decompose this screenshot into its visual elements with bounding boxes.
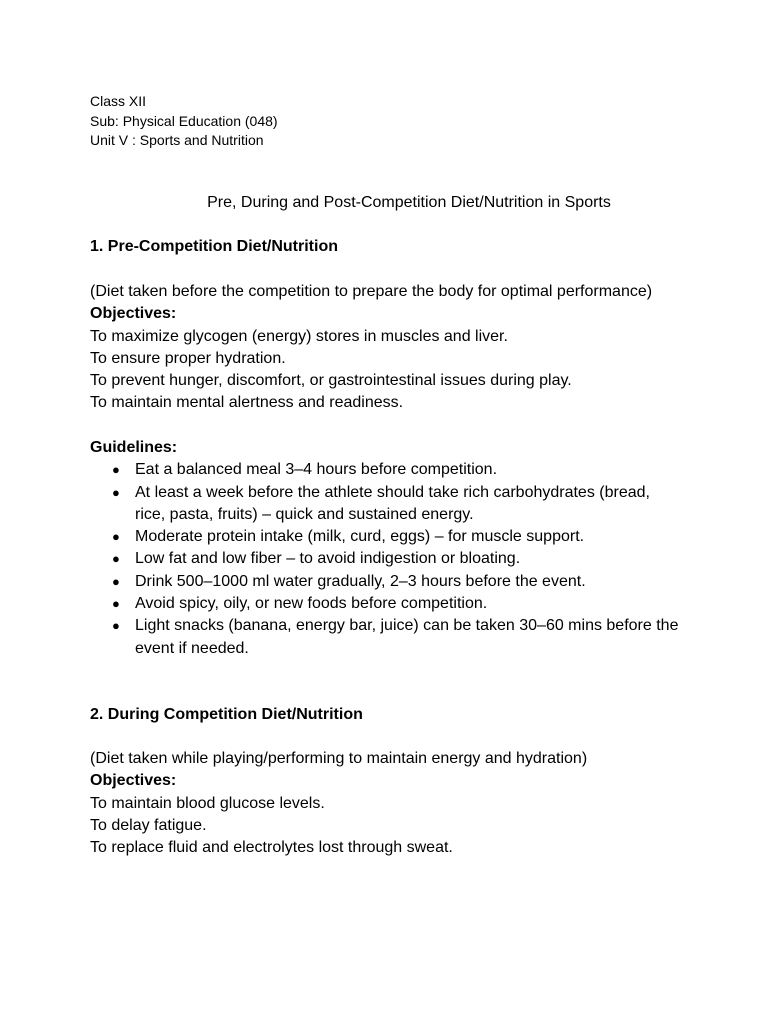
guideline-text: Avoid spicy, oily, or new foods before competition. [135, 595, 488, 613]
section-2-body [90, 748, 680, 859]
list-item [90, 593, 680, 615]
section-1-body [90, 281, 680, 415]
unit-line: Unit V : Sports and Nutrition [90, 132, 264, 148]
section-2-heading-block [90, 704, 680, 726]
list-item [90, 548, 680, 570]
section-1-guidelines-label: Guidelines: [90, 439, 178, 456]
section-2-heading: 2. During Competition Diet/Nutrition [90, 706, 363, 723]
document-title: Pre, During and Post-Competition Diet/Nutrition in Sports [207, 194, 611, 211]
section-1-guidelines [90, 437, 680, 660]
section-2-intro: (Diet taken while playing/performing to maintain energy and hydration) [90, 750, 588, 767]
section-2-objective: To maintain blood glucose levels. [90, 794, 325, 812]
section-2-objectives-label: Objectives: [90, 772, 177, 790]
list-item [90, 526, 680, 548]
section-1-objective: To maximize glycogen (energy) stores in muscles and liver. [90, 327, 508, 345]
section-1-heading: 1. Pre-Competition Diet/Nutrition [90, 238, 338, 255]
guideline-text: Drink 500–1000 ml water gradually, 2–3 hours before the event. [135, 572, 586, 590]
document-header [90, 92, 278, 151]
list-item [90, 615, 680, 660]
guideline-text: Moderate protein intake (milk, curd, eggs) – for muscle support. [135, 528, 585, 546]
class-line: Class XII [90, 93, 147, 109]
bullet-icon: ● [112, 462, 120, 478]
guideline-text: At least a week before the athlete should take rich carbohydrates (bread, rice, pasta, fruits) – quick and sustained energy. [135, 483, 650, 523]
bullet-icon: ● [112, 618, 120, 634]
section-1-heading-block [90, 236, 680, 258]
list-item [90, 459, 680, 481]
guideline-text: Low fat and low fiber – to avoid indigestion or bloating. [135, 550, 521, 568]
section-2-objective: To replace fluid and electrolytes lost through sweat. [90, 839, 453, 857]
section-1-objective: To prevent hunger, discomfort, or gastrointestinal issues during play. [90, 372, 572, 390]
guideline-text: Light snacks (banana, energy bar, juice) can be taken 30–60 mins before the event if needed. [135, 617, 679, 657]
section-1-objective: To maintain mental alertness and readiness. [90, 394, 404, 412]
section-2-objective: To delay fatigue. [90, 816, 207, 834]
subject-line: Sub: Physical Education (048) [90, 112, 278, 129]
bullet-icon: ● [112, 551, 120, 567]
bullet-icon: ● [112, 529, 120, 545]
bullet-icon: ● [112, 484, 120, 500]
guidelines-list [90, 459, 680, 660]
section-1-intro: (Diet taken before the competition to prepare the body for optimal performance) [90, 283, 653, 300]
bullet-icon: ● [112, 573, 120, 589]
list-item [90, 482, 680, 527]
guideline-text: Eat a balanced meal 3–4 hours before competition. [135, 461, 498, 479]
bullet-icon: ● [112, 596, 120, 612]
section-1-objectives-label: Objectives: [90, 305, 177, 323]
list-item [90, 571, 680, 593]
section-1-objective: To ensure proper hydration. [90, 349, 286, 367]
